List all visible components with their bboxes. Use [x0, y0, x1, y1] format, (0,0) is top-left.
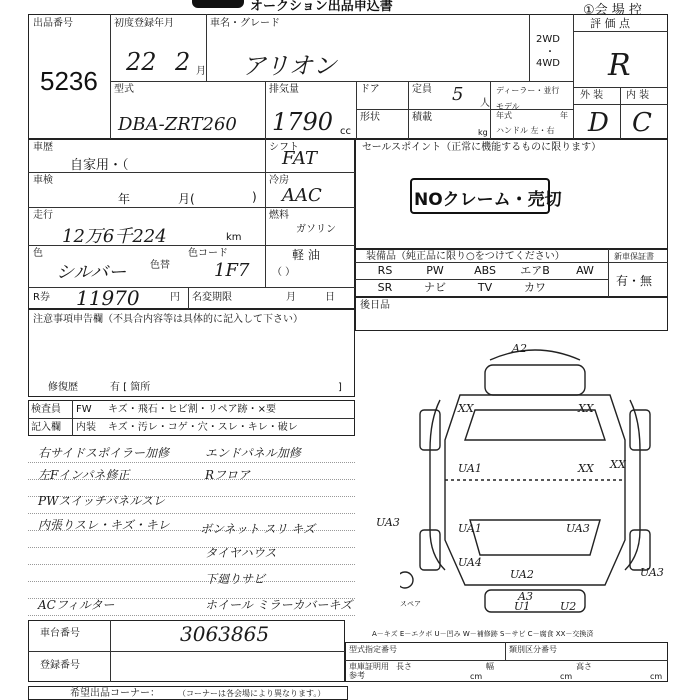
name-change-month: 月 [286, 292, 296, 303]
kg-unit: kg [478, 128, 488, 137]
diagram-legend: A－キズ E－エクボ U－凹み W－補修跡 S－サビ C－腐食 XX－交換済 [372, 630, 594, 638]
wd-2: 2WD [536, 34, 560, 45]
length-cm: cm [470, 672, 483, 681]
color-code-label: 色コード [188, 248, 228, 259]
fuel-label: 燃料 [269, 210, 289, 221]
capacity-label: 定員 [412, 84, 432, 95]
car-name: アリオン [242, 52, 337, 80]
reg-year-label: 初度登録年月 [114, 18, 174, 29]
width-cm: cm [560, 672, 573, 681]
load-label: 積載 [412, 112, 432, 123]
damage-mark: U2 [560, 600, 577, 613]
equipment-item: SR [377, 281, 393, 294]
inspector-label-2: 記入欄 [31, 422, 61, 433]
equipment-item: ABS [474, 264, 496, 277]
shift-label: シフト [269, 142, 299, 153]
color-label: 色 [33, 248, 43, 259]
exterior-grade: D [588, 108, 609, 138]
history-label: 車歴 [33, 142, 53, 153]
model-year-label: モデル年式 [496, 102, 520, 120]
header-logo [192, 0, 244, 8]
equipment-item: TV [477, 281, 493, 294]
shift-value: FAT [282, 148, 317, 169]
damage-mark: UA3 [376, 516, 400, 529]
handwritten-note: エンドパネル加修 [205, 446, 301, 460]
repair-label: 修復歴 [48, 382, 78, 393]
year-unit: 年 [560, 111, 568, 120]
wd-dot: ・ [545, 47, 555, 58]
reg-year: 22 [126, 48, 157, 76]
model-label: 型式 [114, 84, 134, 95]
venue-copy: ①会 場 控 [583, 3, 642, 18]
repair-close: ] [338, 382, 342, 393]
no-claim-text: NOクレーム・売切 [414, 190, 562, 210]
damage-mark: UA2 [510, 568, 534, 581]
equipment-item: RS [377, 264, 393, 277]
reg-month-unit: 月 [196, 66, 206, 77]
repair-value: 有 [ 箇所 [110, 382, 151, 393]
recycle-value: 11970 [76, 286, 140, 310]
inspector-fw: FW [76, 404, 92, 415]
dealer-label: ディーラー・並行 [496, 86, 560, 95]
color-code-value: 1F7 [214, 260, 250, 281]
damage-mark: UA3 [640, 566, 664, 579]
damage-mark: XX [578, 462, 594, 475]
height-cm: cm [650, 672, 663, 681]
displacement-label: 排気量 [269, 84, 299, 95]
inspector-row-2: キズ・汚レ・コゲ・穴・スレ・キレ・破レ [108, 422, 298, 433]
later-items-label: 後日品 [360, 300, 390, 311]
equipment-item: AW [576, 264, 594, 277]
width-label: 幅 [486, 662, 494, 671]
car-name-label: 車名・グレード [210, 18, 280, 29]
chassis-value: 3063865 [180, 622, 270, 646]
damage-mark: XX [458, 402, 474, 415]
new-warranty-label: 新車保証書 [614, 252, 654, 261]
damage-mark: XX [578, 402, 594, 415]
damage-mark: XX [610, 458, 626, 471]
height-label: 高さ [576, 662, 592, 671]
ac-label: 冷房 [269, 175, 289, 186]
inspection-label: 車検 [33, 175, 53, 186]
car-diagram [400, 340, 670, 620]
selling-label: セールスポイント（正常に機能するものに限ります） [362, 142, 602, 153]
reg-no-label: 登録番号 [40, 660, 80, 671]
ac-value: AAC [282, 185, 322, 206]
note-line [28, 462, 355, 463]
inspection-close: ) [252, 190, 257, 204]
later-items-section [355, 297, 668, 331]
corner-label: 希望出品コーナー： [70, 688, 160, 699]
exterior-label: 外 装 [580, 90, 604, 101]
grade-label: 評 価 点 [590, 17, 630, 30]
chassis-label: 車台番号 [40, 628, 80, 639]
handwritten-note: ホイール ミラーカバーキズ [205, 598, 353, 612]
name-change-day: 日 [325, 292, 335, 303]
cert-label: 車庫証明用参考 [349, 662, 389, 680]
fuel-gasoline: ガソリン [296, 224, 336, 235]
damage-mark: A3 [518, 590, 533, 603]
handwritten-note: ACフィルター [38, 598, 115, 612]
fuel-diesel: 軽 油 [292, 248, 320, 262]
note-line [28, 547, 355, 548]
handwritten-note: タイヤハウス [205, 546, 277, 560]
wd-4: 4WD [536, 58, 560, 69]
handwritten-note: 左Fインパネ修正 [38, 468, 130, 482]
note-line [28, 513, 355, 514]
spare-label: スペア [400, 600, 421, 608]
reg-month: 2 [175, 48, 191, 76]
inspection-month: 月( [178, 192, 195, 206]
inspector-naiso: 内装 [76, 422, 96, 433]
type-cert-label: 型式指定番号 [349, 645, 397, 654]
warranty-value: 有・無 [616, 274, 653, 288]
displacement-value: 1790 [272, 108, 334, 136]
color-change-label: 色替 [150, 260, 170, 271]
notes-label: 注意事項申告欄（不具合内容等は具体的に記入して下さい） [33, 314, 303, 325]
yen-unit: 円 [170, 292, 180, 303]
handwritten-note: PWスイッチパネルスレ [38, 494, 165, 508]
fuel-paren: （ ） [272, 267, 296, 278]
damage-mark: U1 [514, 600, 531, 613]
equipment-item: ナビ [424, 281, 446, 294]
capacity-value: 5 [452, 84, 464, 105]
lot-number: 5236 [40, 66, 98, 96]
inspector-label-1: 検査員 [31, 404, 61, 415]
note-line [28, 564, 355, 565]
inspector-row-1: キズ・飛石・ヒビ割・リペア跡・×要 [108, 404, 276, 415]
equipment-item: PW [426, 264, 444, 277]
class-label: 類別区分番号 [509, 645, 557, 654]
cc-unit: cc [340, 126, 351, 137]
damage-mark: UA1 [458, 522, 482, 535]
name-change-label: 名変期限 [192, 292, 232, 303]
damage-mark: UA4 [458, 556, 482, 569]
mileage-value: 12万6千224 [62, 226, 167, 247]
interior-grade: C [632, 108, 652, 138]
handle-label: ハンドル 左・右 [496, 126, 555, 135]
capacity-unit: 人 [480, 98, 490, 109]
grade-value: R [608, 48, 631, 83]
km-unit: km [226, 232, 242, 243]
color-value: シルバー [56, 262, 127, 283]
damage-mark: UA1 [458, 462, 482, 475]
length-label: 長さ [396, 662, 412, 671]
lot-label: 出品番号 [33, 18, 73, 29]
recycle-label: R券 [33, 292, 50, 303]
inspection-year: 年 [118, 192, 131, 206]
damage-mark: A2 [512, 342, 527, 355]
note-line [28, 615, 355, 616]
note-line [28, 581, 355, 582]
shape-label: 形状 [360, 112, 380, 123]
handwritten-note: 内張りスレ・キズ・キレ [38, 518, 170, 532]
handwritten-note: 下廻りサビ [205, 572, 266, 586]
damage-mark: UA3 [566, 522, 590, 535]
equipment-item: カワ [524, 281, 546, 294]
model-value: DBA-ZRT260 [118, 114, 237, 135]
equipment-label: 装備品（純正品に限り○をつけてください） [366, 251, 565, 262]
equipment-item: エアB [520, 264, 550, 277]
interior-label: 内 装 [626, 90, 650, 101]
handwritten-note: Rフロア [205, 468, 251, 482]
history-value: 自家用・（ [70, 158, 129, 173]
header-title: オークション出品申込書 [250, 0, 393, 14]
handwritten-note: 右サイドスポイラー加修 [38, 446, 170, 460]
corner-note: （コーナーは各会場により異なります。） [178, 689, 326, 698]
door-label: ドア [360, 84, 380, 95]
mileage-label: 走行 [33, 210, 53, 221]
handwritten-note: ボンネット スリ キズ [200, 522, 316, 536]
